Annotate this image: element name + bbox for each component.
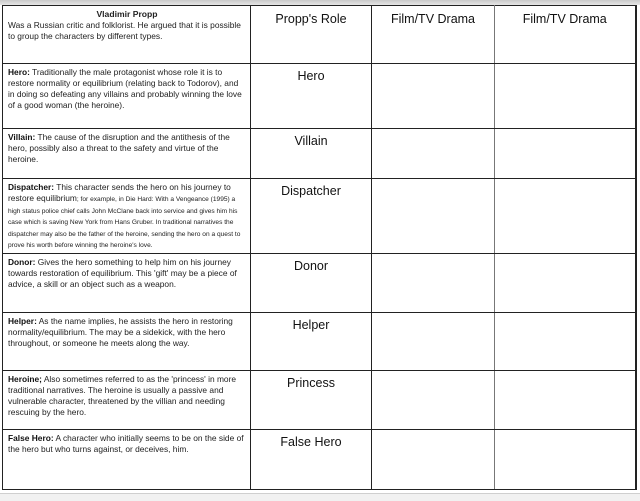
- table-row: [3, 253, 636, 312]
- film1-cell[interactable]: [372, 64, 495, 129]
- role-cell: Princess: [251, 370, 372, 429]
- col-header-film2: Film/TV Drama: [495, 6, 636, 64]
- film1-cell[interactable]: [372, 179, 495, 254]
- role-cell: Villain: [251, 129, 372, 179]
- term: False Hero:: [8, 432, 54, 443]
- propp-roles-table: [2, 5, 637, 490]
- term: Heroine;: [8, 373, 42, 384]
- term: Donor:: [8, 256, 36, 267]
- film2-cell[interactable]: [495, 64, 636, 129]
- film1-cell[interactable]: [372, 429, 495, 489]
- term: Dispatcher:: [8, 182, 55, 192]
- film1-cell[interactable]: [372, 312, 495, 370]
- table-row: [3, 370, 636, 429]
- table-row: [3, 179, 636, 254]
- term: Hero:: [8, 67, 30, 77]
- film1-cell[interactable]: [372, 370, 495, 429]
- col-header-role: Propp's Role: [251, 6, 372, 64]
- film2-cell[interactable]: [495, 179, 636, 254]
- definition: The cause of the disruption and the antithesis of the hero, possibly also a threat to the safety and virtue of the heroine.: [8, 132, 230, 164]
- role-cell: Donor: [251, 253, 372, 312]
- table-row: [3, 64, 636, 129]
- film2-cell[interactable]: [495, 429, 636, 489]
- film2-cell[interactable]: [495, 312, 636, 370]
- intro-title: Vladimir Propp: [96, 9, 158, 19]
- description-cell: [3, 370, 251, 429]
- film2-cell[interactable]: [495, 129, 636, 179]
- role-cell: Hero: [251, 64, 372, 129]
- definition: A character who initially seems to be on the side of the hero but who turns against, or deceives, him.: [8, 432, 244, 454]
- role-cell: False Hero: [251, 429, 372, 489]
- definition: Gives the hero something to help him on his journey towards restoration of equilibrium. This 'gift' may be a piece of advice, a skill or an object such as a weapon.: [8, 256, 237, 289]
- film1-cell[interactable]: [372, 253, 495, 312]
- table-row: [3, 129, 636, 179]
- definition-example: ; for example, in Die Hard: With a Vengeance (1995) a high status police chief calls John McClane back into service and gives him his case which is saving New York from Hans Gruber. In traditional narratives the dispatcher may also be the father of the heroine, sending the hero on a quest to prove his worth before winning the heroine's love.: [8, 196, 241, 250]
- role-cell: Dispatcher: [251, 179, 372, 254]
- description-cell: [3, 312, 251, 370]
- table-row: [3, 429, 636, 489]
- role-cell: Helper: [251, 312, 372, 370]
- definition: This character sends the hero on his journey to restore equilibrium: [8, 182, 231, 203]
- description-cell: [3, 64, 251, 129]
- definition: Traditionally the male protagonist whose role it is to restore normality or equilibrium (relating back to Todorov), and in doing so defeating any villains and probably winning the love of a good woman (the heroine).: [8, 67, 242, 110]
- description-cell: [3, 253, 251, 312]
- description-cell: [3, 129, 251, 179]
- film2-cell[interactable]: [495, 370, 636, 429]
- table-row: [3, 312, 636, 370]
- header-row: [3, 6, 636, 64]
- term: Villain:: [8, 132, 36, 142]
- intro-text: Was a Russian critic and folklorist. He argued that it is possible to group the characters by different types.: [8, 20, 241, 41]
- description-cell: [3, 179, 251, 254]
- definition: As the name implies, he assists the hero in restoring normality/equilibrium. The may be a sidekick, with the hero throughout, or someone he meets along the way.: [8, 315, 233, 348]
- intro-cell: [3, 6, 251, 64]
- description-cell: [3, 429, 251, 489]
- col-header-film1: Film/TV Drama: [372, 6, 495, 64]
- term: Helper:: [8, 315, 37, 326]
- film1-cell[interactable]: [372, 129, 495, 179]
- definition: Also sometimes referred to as the 'princess' in more traditional narratives. The heroine is usually a passive and vulnerable character, threatened by the villian and needing rescuing by the hero.: [8, 373, 237, 417]
- film2-cell[interactable]: [495, 253, 636, 312]
